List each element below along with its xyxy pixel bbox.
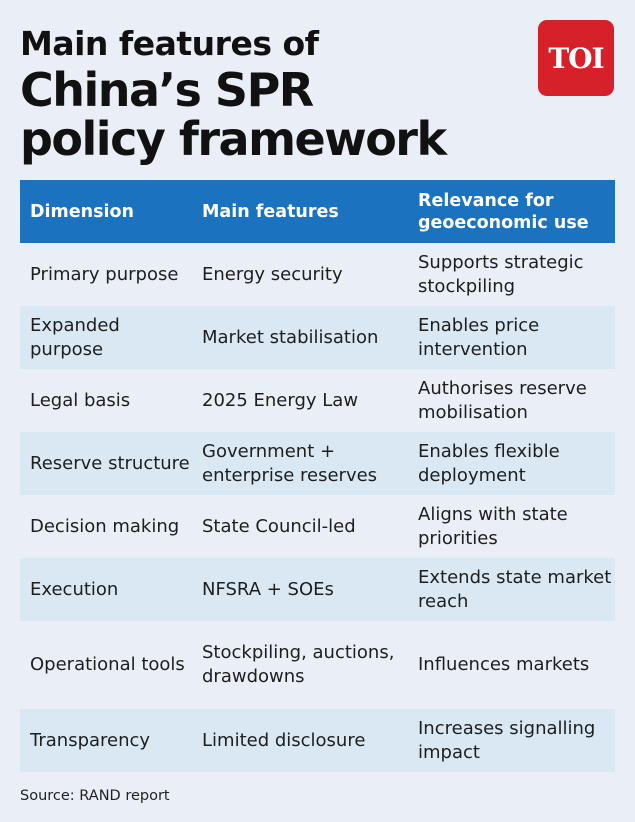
cell-dimension: Expanded purpose xyxy=(30,314,120,360)
toi-logo: TOI xyxy=(538,20,614,96)
cell-main-features: State Council-led xyxy=(202,515,356,537)
cell-main-features: Limited disclosure xyxy=(202,729,366,751)
table-row xyxy=(20,243,615,306)
cell-dimension: Transparency xyxy=(30,729,151,751)
table-header xyxy=(20,180,615,243)
cell-main-features: Market stabilisation xyxy=(202,326,379,348)
table-row xyxy=(20,306,615,369)
header-dimension: Dimension xyxy=(30,201,134,222)
cell-main-features: Stockpiling, auctions, drawdowns xyxy=(202,642,395,687)
table-row xyxy=(20,432,615,495)
cell-main-features: NFSRA + SOEs xyxy=(202,578,334,600)
cell-relevance: Supports strategic stockpiling xyxy=(418,251,584,297)
cell-relevance: Extends state market reach xyxy=(418,566,612,612)
cell-main-features: Government + enterprise reserves xyxy=(202,440,378,486)
cell-main-features: 2025 Energy Law xyxy=(202,389,359,411)
title-line-2: China’s SPR xyxy=(20,63,313,117)
header-main-features: Main features xyxy=(202,201,339,222)
cell-relevance: Authorises reserve mobilisation xyxy=(418,377,587,423)
cell-main-features: Energy security xyxy=(202,263,343,285)
cell-relevance: Aligns with state priorities xyxy=(418,503,568,549)
table-row xyxy=(20,369,615,432)
table-row xyxy=(20,709,615,772)
table-row xyxy=(20,621,615,709)
table-row xyxy=(20,558,615,621)
cell-dimension: Operational tools xyxy=(30,654,185,675)
cell-dimension: Decision making xyxy=(30,515,180,537)
cell-dimension: Execution xyxy=(30,578,119,600)
title-line-1: Main features of xyxy=(20,24,319,63)
cell-relevance: Increases signalling impact xyxy=(418,717,596,763)
header-relevance: Relevance for geoeconomic use xyxy=(418,190,589,233)
features-table xyxy=(20,180,615,772)
page-title xyxy=(20,22,520,164)
cell-dimension: Reserve structure xyxy=(30,452,190,474)
table-row xyxy=(20,495,615,558)
title-line-3: policy framework xyxy=(20,112,446,166)
cell-dimension: Legal basis xyxy=(30,389,131,411)
cell-relevance: Enables price intervention xyxy=(418,314,540,360)
cell-relevance: Enables flexible deployment xyxy=(418,440,560,486)
cell-dimension: Primary purpose xyxy=(30,263,179,285)
cell-relevance: Influences markets xyxy=(418,654,590,675)
source-note: Source: RAND report xyxy=(20,788,170,804)
